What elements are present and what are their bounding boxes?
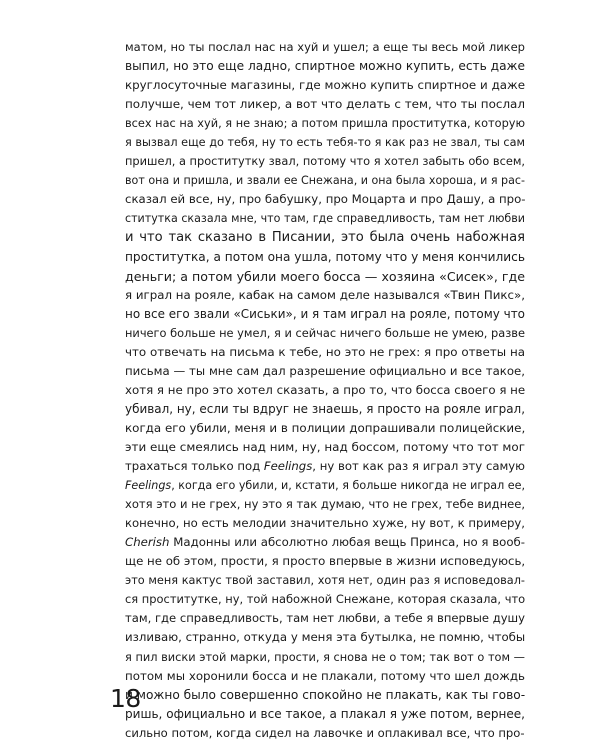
text-line	[125, 248, 525, 267]
text-line	[125, 171, 525, 190]
text-segment: но все его звали «Сиськи», и я там играл на рояле, потому что	[125, 306, 525, 321]
text-segment: ришь, официально и все такое, а плакал я уже потом, вернее,	[125, 706, 525, 721]
text-line	[125, 705, 525, 724]
text-segment: и можно было совершенно спокойно не плакать, как ты гово-	[125, 687, 526, 702]
text-line	[125, 305, 525, 324]
text-line	[125, 590, 525, 609]
text-segment: Мадонны или абсолютно любая вещь Принса, но я вооб-	[169, 535, 525, 550]
text-line	[125, 476, 525, 495]
text-line	[125, 667, 525, 686]
text-line	[125, 133, 525, 152]
text-line	[125, 76, 525, 95]
text-line	[125, 628, 525, 647]
text-line	[125, 228, 525, 247]
text-line	[125, 438, 525, 457]
text-segment: письма — ты мне сам дал разрешение официально и все такое,	[125, 363, 525, 378]
text-segment: ще не об этом, прости, я просто впервые в жизни исповедуюсь,	[125, 554, 526, 569]
text-segment: это меня кактус твой заставил, хотя нет, один раз я исповедовал-	[125, 574, 525, 588]
text-segment: пришел, а проститутку звал, потому что я хотел забыть обо всем,	[125, 154, 526, 169]
text-segment: , ну вот как раз я играл эту самую	[312, 459, 525, 474]
text-line	[125, 648, 525, 667]
text-segment: матом, но ты послал нас на хуй и ушел; а еще ты весь мой ликер	[125, 40, 525, 54]
text-segment: ся проститутке, ну, той набожной Снежане, которая сказала, что	[125, 592, 526, 607]
text-segment: выпил, но это еще ладно, спиртное можно купить, есть даже	[125, 59, 525, 74]
text-line	[125, 343, 525, 362]
italic-title: Feelings	[125, 479, 172, 493]
text-line	[125, 38, 525, 57]
text-line	[125, 533, 525, 552]
text-segment: , когда его убили, и, кстати, я больше никогда не играл ее,	[171, 479, 525, 493]
text-line	[125, 286, 525, 305]
text-line	[125, 95, 525, 114]
text-segment: сильно потом, когда сидел на лавочке и оплакивал все, что про-	[125, 725, 525, 740]
text-segment: проститутка, а потом она ушла, потому что у меня кончились	[125, 249, 525, 264]
text-line	[125, 457, 525, 476]
text-line	[125, 114, 525, 133]
text-line	[125, 686, 525, 705]
text-line	[125, 609, 525, 628]
text-segment: хотя я не про это хотел сказать, а про то, что босса своего я не	[125, 382, 526, 397]
text-line	[125, 571, 525, 590]
text-segment: когда его убили, меня и в полиции допрашивали полицейские,	[125, 420, 526, 435]
text-segment: убивал, ну, если ты вдруг не знаешь, я просто на рояле играл,	[125, 401, 525, 416]
text-line	[125, 152, 525, 171]
text-segment: я вызвал еще до тебя, ну то есть тебя-то я как раз не звал, ты сам	[125, 136, 525, 150]
text-line	[125, 495, 525, 514]
text-segment: изливаю, странно, откуда у меня эта бутылка, не помню, чтобы	[125, 630, 526, 645]
text-line	[125, 381, 525, 400]
italic-title: Feelings	[263, 459, 313, 474]
text-line	[125, 419, 525, 438]
text-line	[125, 362, 525, 381]
page-number: 18	[110, 684, 141, 713]
text-segment: потом мы хоронили босса и не плакали, потому что шел дождь	[125, 668, 525, 683]
text-segment: и что так сказано в Писании, это была очень набожная	[125, 230, 525, 246]
text-segment: там, где справедливость, там нет любви, а тебе я впервые душу	[125, 611, 525, 626]
text-line	[125, 209, 525, 228]
text-segment: трахаться только под	[125, 459, 264, 474]
text-segment: конечно, но есть мелодии значительно хуже, ну вот, к примеру,	[125, 516, 525, 531]
text-line	[125, 190, 525, 209]
text-segment: ничего больше не умел, я и сейчас ничего больше не умею, разве	[125, 325, 525, 340]
body-text	[125, 38, 525, 743]
text-line	[125, 324, 525, 343]
text-line	[125, 400, 525, 419]
text-line	[125, 514, 525, 533]
text-segment: эти еще смеялись над ним, ну, над боссом, потому что тот мог	[125, 439, 525, 454]
text-segment: хотя это и не грех, ну это я так думаю, что не грех, тебе виднее,	[125, 497, 525, 512]
text-segment: всех нас на хуй, я не знаю; а потом пришла проститутка, которую	[125, 116, 525, 131]
text-segment: я пил виски этой марки, прости, я снова не о том; так вот о том —	[125, 649, 525, 664]
italic-title: Cherish	[125, 535, 170, 550]
text-segment: круглосуточные магазины, где можно купить спиртное и даже	[125, 78, 525, 93]
text-segment: вот она и пришла, и звали ее Снежана, и она была хороша, и я рас-	[125, 174, 525, 188]
text-segment: ститутка сказала мне, что там, где справедливость, там нет любви	[125, 212, 525, 226]
text-line	[125, 57, 525, 76]
text-line	[125, 267, 525, 286]
text-segment: сказал ей все, ну, про бабушку, про Моцарта и про Дашу, а про-	[125, 192, 526, 207]
text-segment: получше, чем тот ликер, а вот что делать с тем, что ты послал	[125, 97, 525, 112]
text-line	[125, 724, 525, 743]
text-segment: что отвечать на письма к тебе, но это не грех: я про ответы на	[125, 344, 525, 359]
text-segment: деньги; а потом убили моего босса — хозяина «Сисек», где	[125, 268, 525, 284]
text-segment: я играл на рояле, кабак на самом деле назывался «Твин Пикс»,	[125, 287, 525, 302]
text-line	[125, 552, 525, 571]
